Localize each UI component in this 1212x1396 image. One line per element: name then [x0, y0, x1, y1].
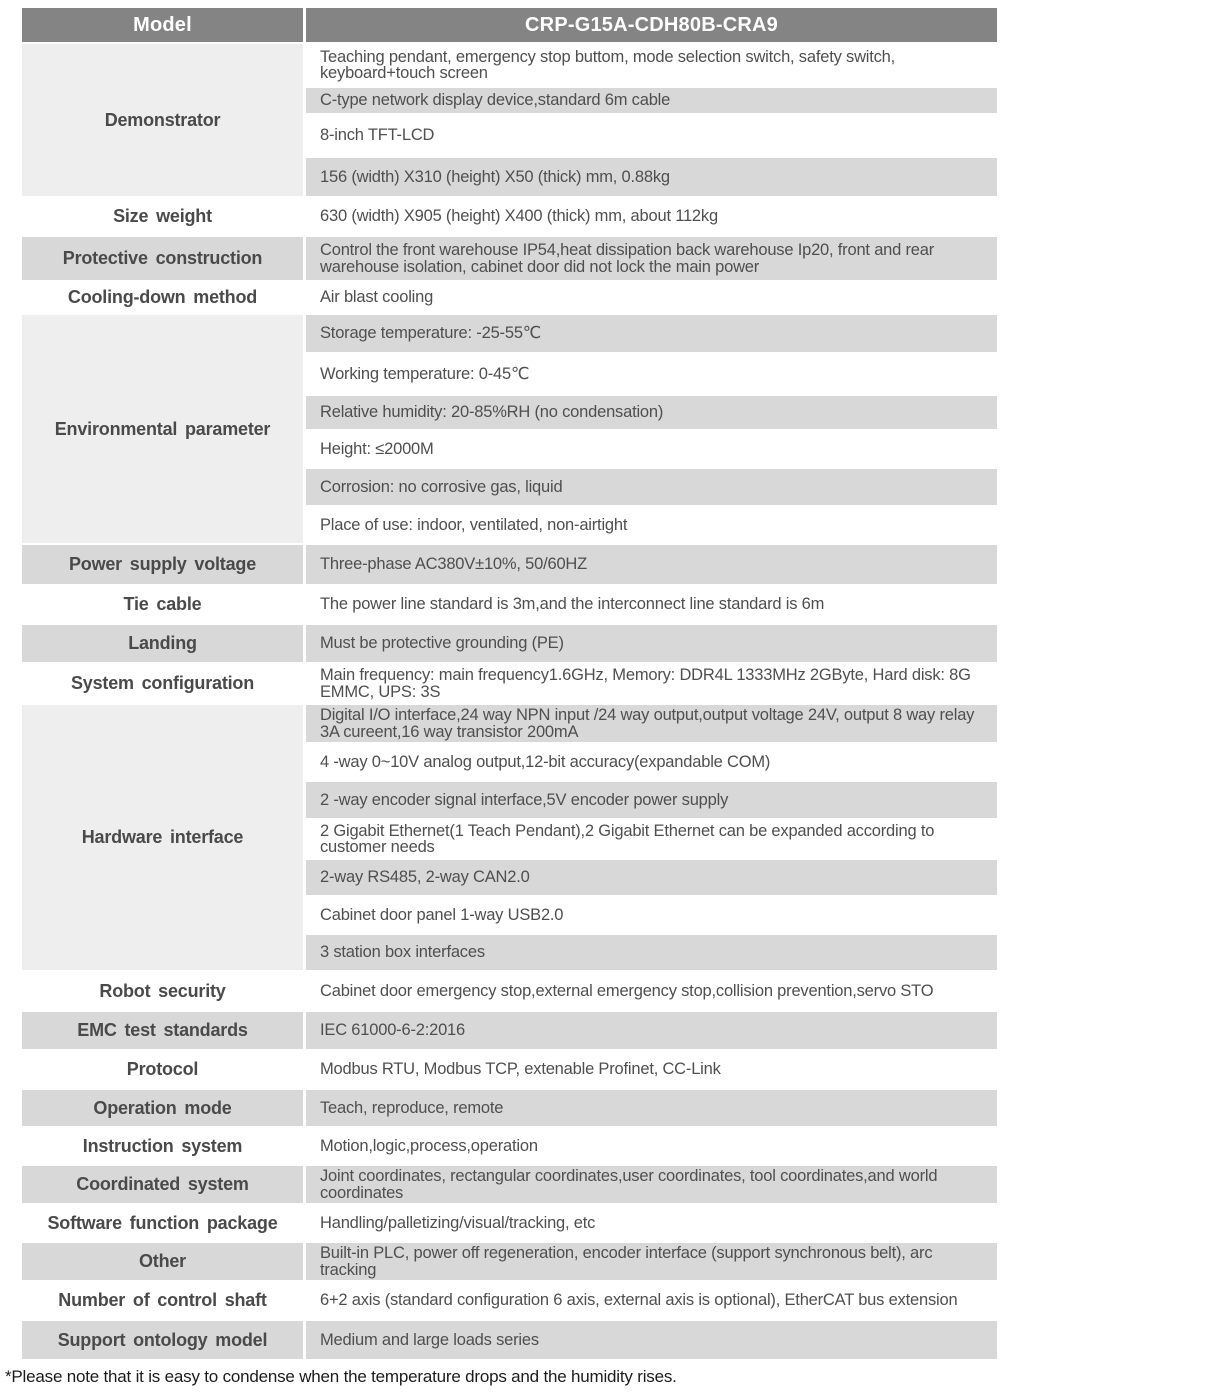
- spec-section: [22, 1128, 997, 1164]
- spec-value: Medium and large loads series: [306, 1321, 997, 1359]
- spec-label: Landing: [22, 625, 303, 662]
- spec-value-column: [306, 1282, 997, 1319]
- footnote: *Please note that it is easy to condense when the temperature drops and the humidity rises.: [5, 1367, 677, 1386]
- header-value-column: [306, 8, 997, 42]
- spec-value-column: [306, 586, 997, 623]
- spec-section: [22, 1166, 997, 1203]
- spec-value: Joint coordinates, rectangular coordinates,user coordinates, tool coordinates,and world coordinates: [306, 1166, 997, 1203]
- spec-section: [22, 1282, 997, 1319]
- spec-value-column: [306, 1012, 997, 1049]
- spec-value: C-type network display device,standard 6m cable: [306, 88, 997, 113]
- spec-label: Software function package: [22, 1205, 303, 1241]
- spec-section: [22, 1243, 997, 1280]
- table-header-row: [22, 8, 997, 42]
- spec-value-column: [306, 198, 997, 235]
- spec-label: Number of control shaft: [22, 1282, 303, 1319]
- spec-table: [22, 8, 997, 1359]
- spec-value-column: [306, 625, 997, 662]
- spec-label: Tie cable: [22, 586, 303, 623]
- spec-label: Robot security: [22, 972, 303, 1010]
- model-header-value: CRP-G15A-CDH80B-CRA9: [306, 8, 997, 42]
- spec-value-column: [306, 545, 997, 584]
- spec-value: 2-way RS485, 2-way CAN2.0: [306, 860, 997, 895]
- spec-value: Cabinet door emergency stop,external emergency stop,collision prevention,servo STO: [306, 972, 997, 1010]
- spec-section: [22, 237, 997, 280]
- spec-value-column: [306, 1321, 997, 1359]
- spec-value: Three-phase AC380V±10%, 50/60HZ: [306, 545, 997, 584]
- spec-section: [22, 44, 997, 196]
- spec-section: [22, 1012, 997, 1049]
- spec-value-column: [306, 282, 997, 313]
- spec-value: 2 -way encoder signal interface,5V encoder power supply: [306, 782, 997, 818]
- spec-value-column: [306, 1128, 997, 1164]
- spec-value: 4 -way 0~10V analog output,12-bit accuracy(expandable COM): [306, 744, 997, 780]
- spec-section: [22, 545, 997, 584]
- spec-value-column: [306, 1205, 997, 1241]
- spec-value: 3 station box interfaces: [306, 935, 997, 970]
- spec-label: Hardware interface: [22, 705, 303, 970]
- spec-value: Must be protective grounding (PE): [306, 625, 997, 662]
- spec-value: 2 Gigabit Ethernet(1 Teach Pendant),2 Gigabit Ethernet can be expanded according to customer needs: [306, 820, 997, 858]
- spec-value: 8-inch TFT-LCD: [306, 115, 997, 156]
- spec-label: Demonstrator: [22, 44, 303, 196]
- spec-section: [22, 625, 997, 662]
- spec-section: [22, 1090, 997, 1126]
- model-header-label: Model: [22, 8, 303, 42]
- spec-section: [22, 1051, 997, 1088]
- spec-section: [22, 1321, 997, 1359]
- spec-value: Air blast cooling: [306, 282, 997, 313]
- spec-value: Built-in PLC, power off regeneration, encoder interface (support synchronous belt), arc tracking: [306, 1243, 997, 1280]
- spec-section: [22, 198, 997, 235]
- spec-value-column: [306, 1243, 997, 1280]
- spec-value: Control the front warehouse IP54,heat dissipation back warehouse Ip20, front and rear warehouse isolation, cabinet door did not lock the main power: [306, 237, 997, 280]
- spec-section: [22, 586, 997, 623]
- spec-value: 6+2 axis (standard configuration 6 axis, external axis is optional), EtherCAT bus extension: [306, 1282, 997, 1319]
- spec-label: Coordinated system: [22, 1166, 303, 1203]
- spec-section: [22, 315, 997, 543]
- spec-value: Main frequency: main frequency1.6GHz, Memory: DDR4L 1333MHz 2GByte, Hard disk: 8G EMMC, UPS: 3S: [306, 664, 997, 703]
- spec-label: Operation mode: [22, 1090, 303, 1126]
- spec-label: Size weight: [22, 198, 303, 235]
- spec-value-column: [306, 237, 997, 280]
- spec-value: Motion,logic,process,operation: [306, 1128, 997, 1164]
- spec-value: Teach, reproduce, remote: [306, 1090, 997, 1126]
- spec-value: Relative humidity: 20-85%RH (no condensation): [306, 396, 997, 429]
- spec-value-column: [306, 705, 997, 970]
- spec-label: Power supply voltage: [22, 545, 303, 584]
- spec-sheet-page: [0, 8, 1212, 1387]
- spec-value: Storage temperature: -25-55℃: [306, 315, 997, 352]
- spec-label: Other: [22, 1243, 303, 1280]
- spec-value: 630 (width) X905 (height) X400 (thick) mm, about 112kg: [306, 198, 997, 235]
- spec-value: Working temperature: 0-45℃: [306, 354, 997, 394]
- spec-value: The power line standard is 3m,and the interconnect line standard is 6m: [306, 586, 997, 623]
- spec-value: Modbus RTU, Modbus TCP, extenable Profinet, CC-Link: [306, 1051, 997, 1088]
- spec-section: [22, 705, 997, 970]
- spec-value: Corrosion: no corrosive gas, liquid: [306, 469, 997, 505]
- spec-value-column: [306, 1090, 997, 1126]
- spec-value-column: [306, 44, 997, 196]
- spec-value: IEC 61000-6-2:2016: [306, 1012, 997, 1049]
- spec-section: [22, 972, 997, 1010]
- spec-section: [22, 1205, 997, 1241]
- spec-value-column: [306, 1051, 997, 1088]
- spec-label: Instruction system: [22, 1128, 303, 1164]
- spec-value: Height: ≤2000M: [306, 431, 997, 467]
- spec-label: Protocol: [22, 1051, 303, 1088]
- spec-label: EMC test standards: [22, 1012, 303, 1049]
- spec-label: Cooling-down method: [22, 282, 303, 313]
- spec-value: 156 (width) X310 (height) X50 (thick) mm, 0.88kg: [306, 158, 997, 196]
- spec-value-column: [306, 972, 997, 1010]
- spec-value-column: [306, 1166, 997, 1203]
- spec-section: [22, 282, 997, 313]
- spec-label: Protective construction: [22, 237, 303, 280]
- spec-label: Environmental parameter: [22, 315, 303, 543]
- spec-value-column: [306, 664, 997, 703]
- spec-value-column: [306, 315, 997, 543]
- spec-label: Support ontology model: [22, 1321, 303, 1359]
- spec-value: Teaching pendant, emergency stop buttom, mode selection switch, safety switch, keyboard+touch screen: [306, 44, 997, 86]
- spec-section: [22, 664, 997, 703]
- spec-value: Digital I/O interface,24 way NPN input /24 way output,output voltage 24V, output 8 way relay 3A cureent,16 way transistor 200mA: [306, 705, 997, 742]
- spec-value: Handling/palletizing/visual/tracking, etc: [306, 1205, 997, 1241]
- spec-label: System configuration: [22, 664, 303, 703]
- spec-value: Cabinet door panel 1-way USB2.0: [306, 897, 997, 933]
- spec-value: Place of use: indoor, ventilated, non-airtight: [306, 507, 997, 543]
